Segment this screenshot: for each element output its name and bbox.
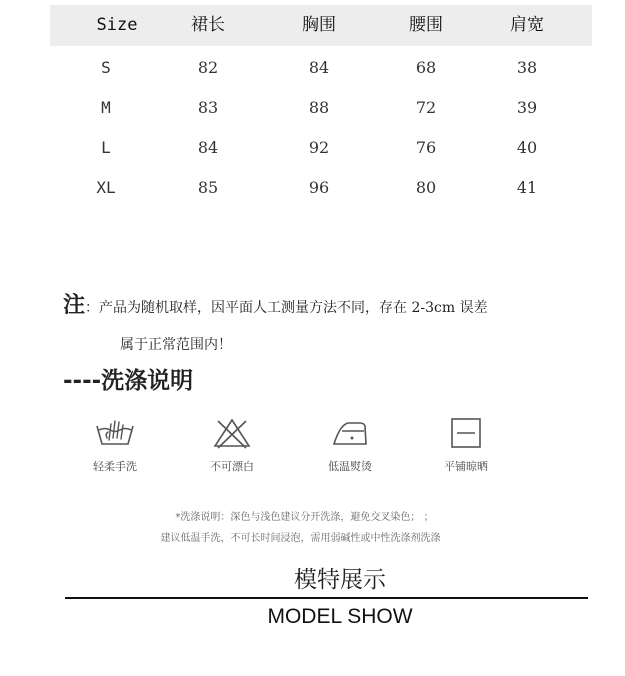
washing-icons (80, 416, 530, 486)
table-cell: 38 (516, 58, 538, 77)
table-row (50, 88, 592, 128)
table-cell: 76 (415, 138, 437, 157)
size-table-header (50, 5, 592, 46)
note-text-line1: 产品为随机取样，因平面人工测量方法不同，存在 2-3cm 误差 (99, 300, 488, 316)
washing-item (305, 416, 395, 474)
flat-dry-icon (444, 416, 488, 450)
washing-label: 不可漂白 (210, 460, 254, 473)
table-cell: 72 (415, 98, 437, 117)
table-cell: M (101, 98, 111, 117)
table-cell: 84 (197, 138, 219, 157)
table-cell: 83 (197, 98, 219, 117)
table-cell: 84 (308, 58, 330, 77)
note-mark: 注 (63, 293, 86, 318)
table-cell: L (101, 138, 111, 157)
table-cell: 68 (415, 58, 437, 77)
table-cell: 88 (308, 98, 330, 117)
model-show-title-cn: 模特展示 (294, 567, 386, 593)
washing-item (70, 416, 160, 474)
washing-label: 低温熨烫 (328, 460, 372, 473)
table-row (50, 128, 592, 168)
note-colon: ： (85, 300, 100, 316)
table-cell: 82 (197, 58, 219, 77)
washing-note-line2: 建议低温手洗，不可长时间浸泡，需用弱碱性或中性洗涤剂洗涤 (160, 533, 441, 544)
table-cell: XL (96, 178, 116, 197)
washing-note-line1: *洗涤说明：深色与浅色建议分开洗涤，避免交叉染色； ； (175, 512, 434, 523)
header-size: Size (96, 15, 138, 35)
table-cell: S (101, 58, 111, 77)
hand-wash-icon (93, 416, 137, 450)
table-row (50, 168, 592, 208)
washing-label: 平铺晾晒 (444, 460, 488, 473)
table-cell: 41 (516, 178, 538, 197)
header-bust: 胸围 (302, 15, 336, 35)
table-cell: 39 (516, 98, 538, 117)
table-cell: 96 (308, 178, 330, 197)
washing-item (187, 416, 277, 474)
low-iron-icon (328, 416, 372, 450)
measurement-note (63, 286, 603, 362)
header-length: 裙长 (191, 15, 225, 35)
table-cell: 92 (308, 138, 330, 157)
divider (65, 597, 588, 599)
washing-title: ----洗涤说明 (63, 368, 194, 394)
washing-label: 轻柔手洗 (93, 460, 137, 473)
no-bleach-icon (210, 416, 254, 450)
washing-item (421, 416, 511, 474)
table-row (50, 48, 592, 88)
header-waist: 腰围 (409, 15, 443, 35)
note-text-line2: 属于正常范围内！ (120, 337, 232, 353)
table-cell: 85 (197, 178, 219, 197)
table-cell: 40 (516, 138, 538, 157)
model-show-title-en: MODEL SHOW (267, 605, 413, 628)
table-cell: 80 (415, 178, 437, 197)
header-shoulder: 肩宽 (510, 15, 544, 35)
size-table (50, 5, 592, 208)
